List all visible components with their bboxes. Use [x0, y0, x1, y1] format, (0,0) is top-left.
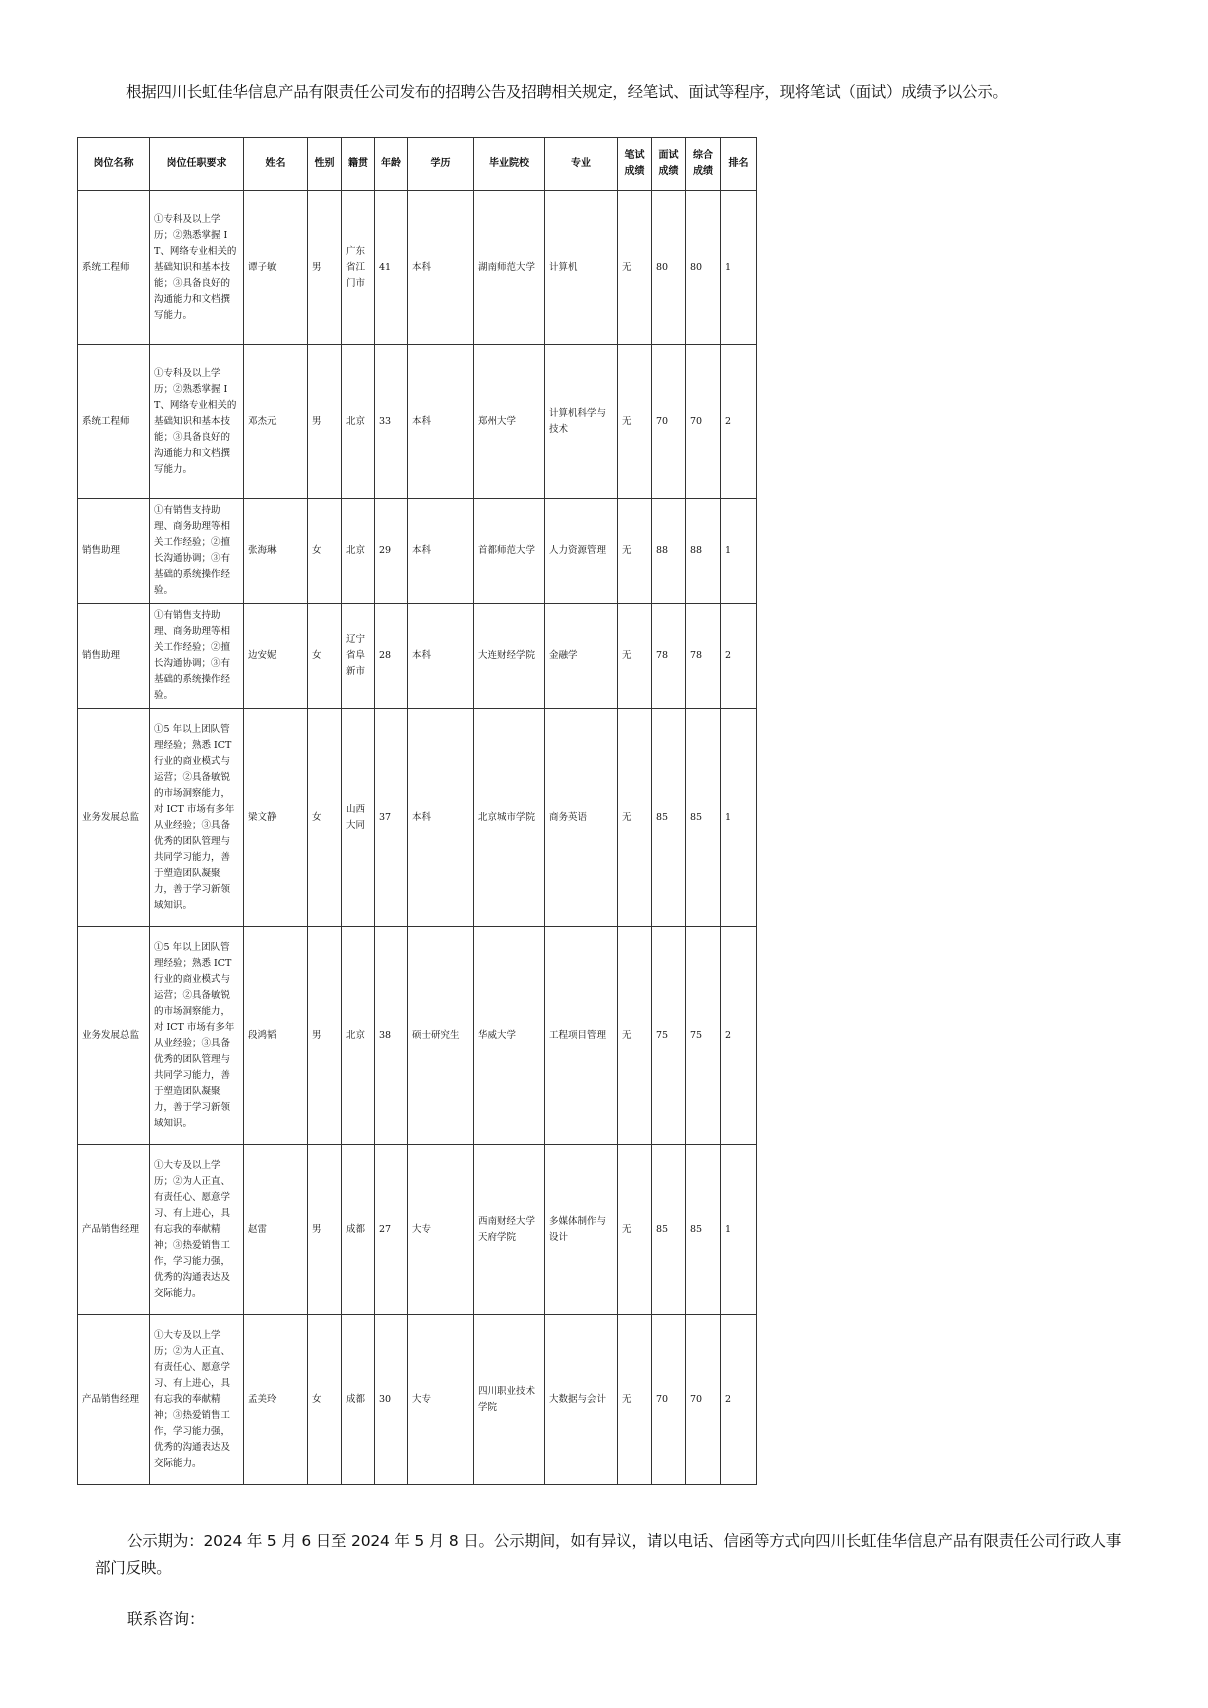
cell-education: 本科 — [408, 499, 474, 604]
cell-origin: 山西大同 — [342, 709, 375, 927]
cell-school: 西南财经大学天府学院 — [474, 1145, 545, 1315]
cell-interview: 88 — [652, 499, 686, 604]
cell-position: 产品销售经理 — [78, 1145, 150, 1315]
header-cell: 毕业院校 — [474, 138, 545, 191]
cell-origin: 辽宁省阜新市 — [342, 604, 375, 709]
cell-name: 邓杰元 — [244, 345, 308, 499]
cell-name: 张海琳 — [244, 499, 308, 604]
results-table — [77, 137, 757, 1485]
cell-major: 人力资源管理 — [545, 499, 618, 604]
table-row — [78, 709, 757, 927]
table-row — [78, 604, 757, 709]
cell-requirements: ①5 年以上团队管理经验；熟悉 ICT 行业的商业模式与运营；②具备敏锐的市场洞察能力，对 ICT 市场有多年从业经验；③具备优秀的团队管理与共同学习能力，善于塑造团队凝聚力，善于学习新领域知识。 — [150, 927, 244, 1145]
cell-total: 70 — [686, 1315, 721, 1485]
cell-requirements: ①有销售支持助理、商务助理等相关工作经验；②擅长沟通协调；③有基础的系统操作经验。 — [150, 604, 244, 709]
cell-rank: 2 — [721, 1315, 757, 1485]
cell-gender: 男 — [308, 191, 342, 345]
cell-school: 郑州大学 — [474, 345, 545, 499]
cell-school: 首都师范大学 — [474, 499, 545, 604]
cell-written: 无 — [618, 499, 652, 604]
cell-interview: 85 — [652, 1145, 686, 1315]
cell-written: 无 — [618, 604, 652, 709]
cell-major: 金融学 — [545, 604, 618, 709]
cell-interview: 70 — [652, 1315, 686, 1485]
cell-name: 孟美玲 — [244, 1315, 308, 1485]
cell-name: 谭子敏 — [244, 191, 308, 345]
cell-gender: 女 — [308, 604, 342, 709]
header-cell: 岗位任职要求 — [150, 138, 244, 191]
cell-age: 33 — [375, 345, 408, 499]
cell-total: 85 — [686, 1145, 721, 1315]
header-cell: 综合成绩 — [686, 138, 721, 191]
cell-education: 本科 — [408, 604, 474, 709]
cell-age: 37 — [375, 709, 408, 927]
cell-gender: 女 — [308, 499, 342, 604]
cell-age: 28 — [375, 604, 408, 709]
cell-written: 无 — [618, 1315, 652, 1485]
table-row — [78, 345, 757, 499]
cell-requirements: ①大专及以上学历；②为人正直、有责任心、愿意学习、有上进心，具有忘我的奉献精神；③热爱销售工作，学习能力强，优秀的沟通表达及交际能力。 — [150, 1315, 244, 1485]
cell-interview: 85 — [652, 709, 686, 927]
cell-origin: 北京 — [342, 499, 375, 604]
cell-origin: 成都 — [342, 1315, 375, 1485]
cell-age: 38 — [375, 927, 408, 1145]
header-cell: 专业 — [545, 138, 618, 191]
cell-requirements: ①专科及以上学历；②熟悉掌握 IT、网络专业相关的基础知识和基本技能；③具备良好的沟通能力和文档撰写能力。 — [150, 191, 244, 345]
cell-major: 商务英语 — [545, 709, 618, 927]
cell-school: 大连财经学院 — [474, 604, 545, 709]
cell-rank: 1 — [721, 191, 757, 345]
header-cell: 姓名 — [244, 138, 308, 191]
cell-written: 无 — [618, 1145, 652, 1315]
cell-education: 大专 — [408, 1145, 474, 1315]
cell-total: 88 — [686, 499, 721, 604]
cell-major: 计算机 — [545, 191, 618, 345]
cell-major: 工程项目管理 — [545, 927, 618, 1145]
contact-label: 联系咨询： — [127, 1610, 205, 1628]
cell-age: 30 — [375, 1315, 408, 1485]
cell-total: 75 — [686, 927, 721, 1145]
table-row — [78, 927, 757, 1145]
cell-name: 梁文静 — [244, 709, 308, 927]
table-row — [78, 1315, 757, 1485]
cell-position: 系统工程师 — [78, 191, 150, 345]
cell-school: 华威大学 — [474, 927, 545, 1145]
cell-position: 销售助理 — [78, 499, 150, 604]
cell-education: 大专 — [408, 1315, 474, 1485]
cell-position: 系统工程师 — [78, 345, 150, 499]
cell-rank: 2 — [721, 604, 757, 709]
cell-written: 无 — [618, 709, 652, 927]
header-cell: 籍贯 — [342, 138, 375, 191]
cell-rank: 1 — [721, 1145, 757, 1315]
cell-total: 78 — [686, 604, 721, 709]
cell-position: 业务发展总监 — [78, 927, 150, 1145]
cell-major: 多媒体制作与设计 — [545, 1145, 618, 1315]
cell-major: 计算机科学与技术 — [545, 345, 618, 499]
cell-rank: 1 — [721, 499, 757, 604]
cell-school: 北京城市学院 — [474, 709, 545, 927]
cell-requirements: ①大专及以上学历；②为人正直、有责任心、愿意学习、有上进心，具有忘我的奉献精神；③热爱销售工作，学习能力强，优秀的沟通表达及交际能力。 — [150, 1145, 244, 1315]
cell-education: 硕士研究生 — [408, 927, 474, 1145]
cell-total: 80 — [686, 191, 721, 345]
table-header-row — [78, 138, 757, 191]
cell-education: 本科 — [408, 191, 474, 345]
cell-education: 本科 — [408, 345, 474, 499]
cell-gender: 女 — [308, 1315, 342, 1485]
cell-gender: 男 — [308, 1145, 342, 1315]
cell-written: 无 — [618, 927, 652, 1145]
cell-total: 85 — [686, 709, 721, 927]
cell-rank: 2 — [721, 927, 757, 1145]
cell-education: 本科 — [408, 709, 474, 927]
cell-total: 70 — [686, 345, 721, 499]
cell-interview: 80 — [652, 191, 686, 345]
cell-gender: 男 — [308, 345, 342, 499]
cell-interview: 75 — [652, 927, 686, 1145]
cell-written: 无 — [618, 345, 652, 499]
notice-paragraph: 公示期为：2024 年 5 月 6 日至 2024 年 5 月 8 日。公示期间，如有异议，请以电话、信函等方式向四川长虹佳华信息产品有限责任公司行政人事部门反映。 — [95, 1532, 1122, 1577]
cell-name: 边安妮 — [244, 604, 308, 709]
cell-rank: 2 — [721, 345, 757, 499]
cell-name: 段鸿韬 — [244, 927, 308, 1145]
table-row — [78, 499, 757, 604]
cell-interview: 70 — [652, 345, 686, 499]
cell-gender: 男 — [308, 927, 342, 1145]
cell-requirements: ①5 年以上团队管理经验；熟悉 ICT 行业的商业模式与运营；②具备敏锐的市场洞察能力，对 ICT 市场有多年从业经验；③具备优秀的团队管理与共同学习能力，善于塑造团队凝聚力，善于学习新领域知识。 — [150, 709, 244, 927]
cell-age: 27 — [375, 1145, 408, 1315]
cell-requirements: ①专科及以上学历；②熟悉掌握 IT、网络专业相关的基础知识和基本技能；③具备良好的沟通能力和文档撰写能力。 — [150, 345, 244, 499]
cell-position: 产品销售经理 — [78, 1315, 150, 1485]
cell-gender: 女 — [308, 709, 342, 927]
cell-interview: 78 — [652, 604, 686, 709]
cell-requirements: ①有销售支持助理、商务助理等相关工作经验；②擅长沟通协调；③有基础的系统操作经验。 — [150, 499, 244, 604]
header-cell: 年龄 — [375, 138, 408, 191]
header-cell: 笔试成绩 — [618, 138, 652, 191]
cell-position: 销售助理 — [78, 604, 150, 709]
cell-age: 41 — [375, 191, 408, 345]
header-cell: 性别 — [308, 138, 342, 191]
table-row — [78, 191, 757, 345]
cell-origin: 成都 — [342, 1145, 375, 1315]
cell-position: 业务发展总监 — [78, 709, 150, 927]
intro-paragraph: 根据四川长虹佳华信息产品有限责任公司发布的招聘公告及招聘相关规定，经笔试、面试等程序，现将笔试（面试）成绩予以公示。 — [126, 83, 1008, 101]
header-cell: 排名 — [721, 138, 757, 191]
cell-school: 四川职业技术学院 — [474, 1315, 545, 1485]
cell-age: 29 — [375, 499, 408, 604]
cell-origin: 北京 — [342, 345, 375, 499]
cell-origin: 北京 — [342, 927, 375, 1145]
cell-name: 赵雷 — [244, 1145, 308, 1315]
header-cell: 学历 — [408, 138, 474, 191]
cell-origin: 广东省江门市 — [342, 191, 375, 345]
table-row — [78, 1145, 757, 1315]
header-cell: 面试成绩 — [652, 138, 686, 191]
cell-written: 无 — [618, 191, 652, 345]
cell-major: 大数据与会计 — [545, 1315, 618, 1485]
cell-rank: 1 — [721, 709, 757, 927]
cell-school: 湖南师范大学 — [474, 191, 545, 345]
header-cell: 岗位名称 — [78, 138, 150, 191]
